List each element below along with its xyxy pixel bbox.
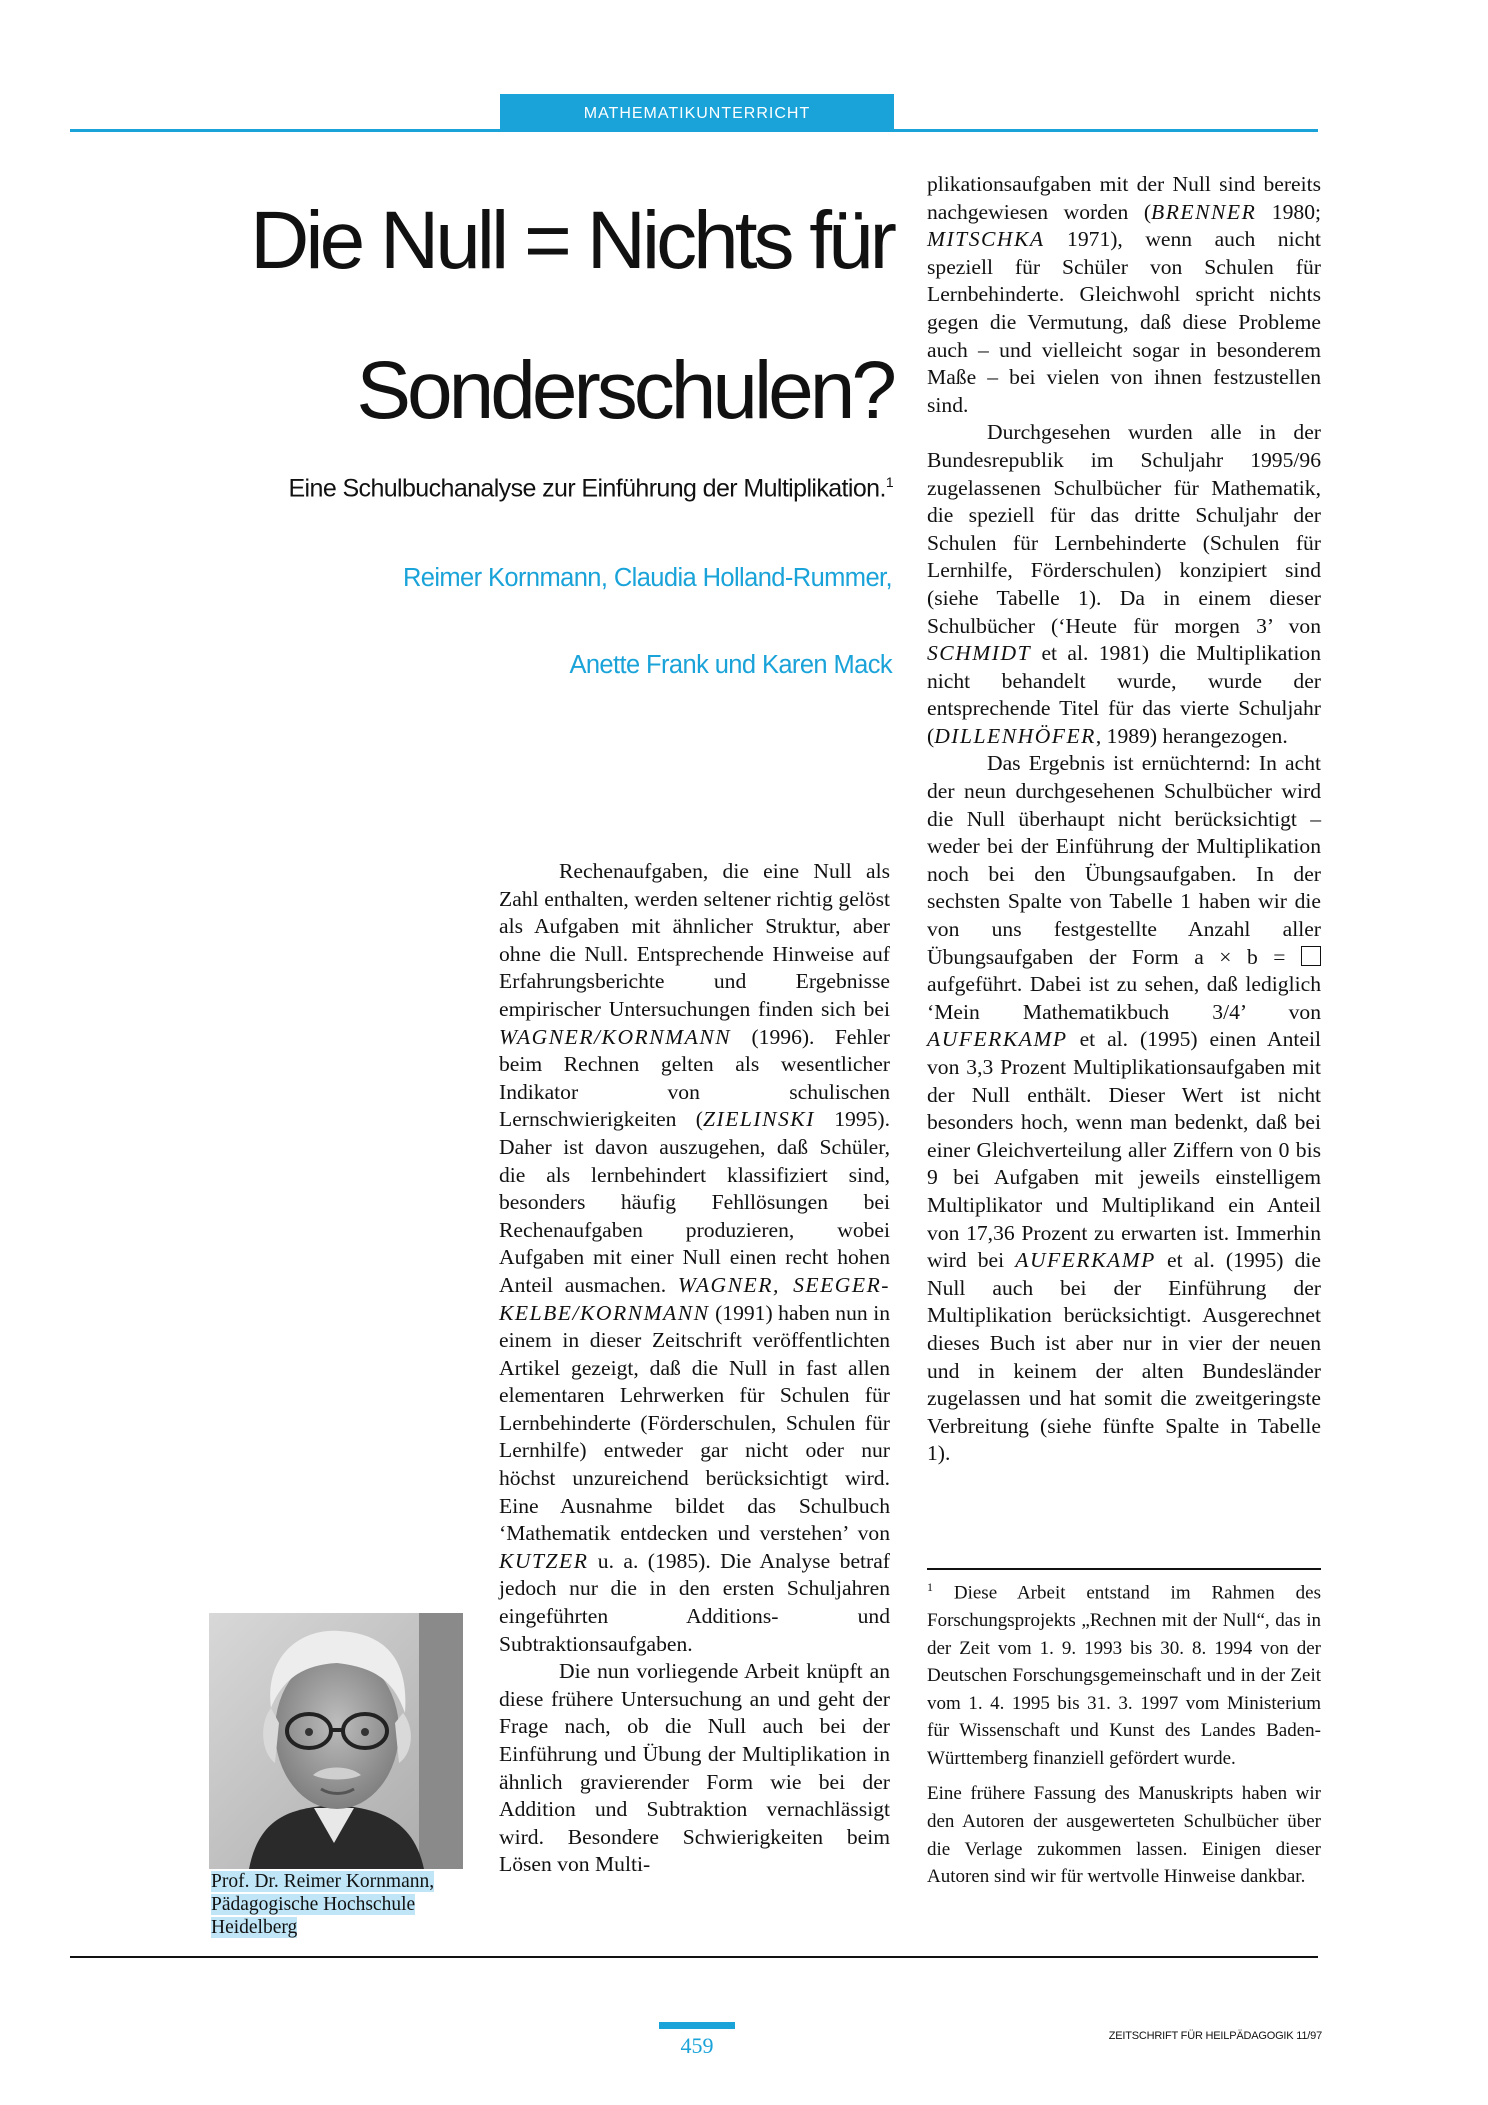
citation-name: BRENNER (1151, 199, 1257, 224)
caption-line: Prof. Dr. Reimer Kornmann, (211, 1871, 435, 1892)
citation-name: ZIELINSKI (703, 1107, 815, 1132)
article-title-line-2: Sonderschulen? (356, 345, 893, 436)
text-run: (1996). Fehler beim Rechnen gelten als wesentlicher Indikator von schulischen Lernschwierigkeiten ( (499, 1024, 890, 1132)
header-rule (70, 129, 1318, 132)
citation-name: SCHMIDT (927, 641, 1032, 666)
text-run: 1971), wenn auch nicht speziell für Schüler von Schulen für Lernbehinderte. Gleichwohl spricht nichts gegen die Vermutung, daß diese Probleme auch – und vielleicht sogar in besonderem Maße – bei vielen von ihnen festzustellen sind. (927, 227, 1321, 417)
citation-name: AUFERKAMP (927, 1027, 1068, 1052)
text-run: (1991) haben nun in einem in dieser Zeitschrift veröffentlichten Artikel gezeigt, daß die Null in fast allen elementaren Lehrwerken für Schulen für Lernbehinderte (Förderschulen, Schulen für Lernhilfe) entweder gar nicht oder nur höchst unzureichend berücksichtigt wird. Eine Ausnahme bildet das Schulbuch ‘Mathematik entdecken und verstehen’ von (499, 1300, 890, 1546)
citation-name: AUFERKAMP (1015, 1248, 1156, 1273)
citation-name: WAGNER/KORNMANN (499, 1024, 732, 1049)
citation-name: DILLENHÖFER (934, 723, 1096, 748)
paragraph-continuation (927, 171, 1321, 419)
authors-line-2: Anette Frank und Karen Mack (569, 651, 892, 679)
text-run: et al. 1981) die Multiplikation nicht behandelt wurde, wurde der entsprechende Titel für das vierte Schuljahr ( (927, 641, 1321, 748)
citation-name: MITSCHKA (927, 227, 1045, 252)
footnote-rule (927, 1568, 1321, 1570)
body-column-right (927, 171, 1321, 1468)
caption-line: Pädagogische Hochschule (211, 1894, 416, 1915)
empty-box-symbol (1301, 946, 1321, 966)
paragraph-method (927, 419, 1321, 750)
footnote-2: Eine frühere Fassung des Manuskripts haben wir den Autoren der ausgewerteten Schulbücher über die Verlage zukommen lassen. Einigen dieser Autoren sind wir für wertvolle Hinweise dankbar. (927, 1783, 1321, 1888)
paragraph-result (927, 750, 1321, 1467)
page-number-bar (659, 2022, 735, 2029)
citation-name: WAGNER, SEEGER-KELBE/KORNMANN (499, 1272, 890, 1325)
authors-line-1: Reimer Kornmann, Claudia Holland-Rummer, (402, 564, 892, 592)
text-run: et al. (1995) die Null auch bei der Einführung der Multiplikation berücksichtigt. Ausgerechnet dieses Buch ist aber nur in vier der neuen und in keinem der alten Bundesländer zugelassen und hat somit die zweitgeringste Verbreitung (siehe fünfte Spalte in Tabelle 1). (927, 1248, 1321, 1466)
photo-caption (211, 1870, 463, 1939)
text-run: 1980; (1256, 199, 1321, 224)
paragraph-question: Die nun vorliegende Arbeit knüpft an diese frühere Untersuchung an und geht der Frage nach, ob die Null auch bei der Einführung und Übung der Multiplikation in ähnlich gravierender Form wie bei der Addition und Subtraktion vernachlässigt wird. Besondere Schwierigkeiten beim Lösen von Multi- (499, 1659, 890, 1877)
body-column-middle (499, 858, 890, 1879)
footer-rule (70, 1956, 1318, 1958)
caption-line: Heidelberg (211, 1917, 298, 1938)
author-portrait-image (209, 1613, 463, 1869)
journal-name: ZEITSCHRIFT FÜR HEILPÄDAGOGIK 11/97 (1108, 2030, 1322, 2042)
text-run: , 1989) herangezogen. (1095, 723, 1288, 748)
paragraph-intro (499, 858, 890, 1658)
text-run: Das Ergebnis ist ernüchternd: In acht der neun durchgesehenen Schulbücher wird die Null überhaupt nicht berücksichtigt – weder bei der Einführung der Multiplikation noch bei den Übungsaufgaben. In der sechsten Spalte von Tabelle 1 haben wir die von uns festgestellte Anzahl aller Übungsaufgaben der Form a × b = (927, 751, 1321, 969)
footnote-1 (927, 1574, 1321, 1772)
article-title-line-1: Die Null = Nichts für (250, 195, 893, 286)
text-run: Durchgesehen wurden alle in der Bundesrepublik im Schuljahr 1995/96 zugelassenen Schulbücher für Mathematik, die speziell für das dritte Schuljahr der Schulen für Lernbehinderte (Schulen für Lernhilfe, Förderschulen) konzipiert sind (siehe Tabelle 1). Da in einem dieser Schulbücher (‘Heute für morgen 3’ von (927, 420, 1321, 638)
text-run: u. a. (1985). Die Analyse betraf jedoch nur die in den ersten Schuljahren eingeführten Additions- und Subtraktionsaufgaben. (499, 1548, 890, 1656)
subtitle-footnote-mark: 1 (885, 474, 893, 490)
text-run: plikationsaufgaben mit der Null sind bereits nachgewiesen worden ( (927, 172, 1321, 224)
article-subtitle (288, 474, 893, 503)
text-run: et al. (1995) einen Anteil von 3,3 Prozent Multiplikationsaufgaben mit der Null enthält. Dieser Wert ist nicht besonders hoch, wenn man bedenkt, daß bei einer Gleichverteilung aller Ziffern von 0 bis 9 bei Aufgaben mit jeweils einstelligem Multiplikator und Multiplikand ein Anteil von 17,36 Prozent zu erwarten ist. Immerhin wird bei (927, 1027, 1321, 1273)
footnote-text: Diese Arbeit entstand im Rahmen des Forschungsprojekts „Rechnen mit der Null“, das in der Zeit vom 1. 9. 1993 bis 30. 8. 1994 von der Deutschen Forschungsgemeinschaft und in der Zeit vom 1. 4. 1995 bis 31. 3. 1997 vom Ministerium für Wissenschaft und Kunst des Landes Baden-Württemberg finanziell gefördert wurde. (927, 1582, 1321, 1769)
section-tab: MATHEMATIKUNTERRICHT (500, 94, 894, 131)
author-photo (209, 1613, 463, 1869)
footnote-mark: 1 (927, 1580, 933, 1594)
text-run: 1995). Daher ist davon auszugehen, daß Schüler, die als lernbehindert klassifiziert sind, besonders häufig Fehllösungen bei Rechenaufgaben produzieren, wobei Aufgaben mit einer Null einen recht hohen Anteil ausmachen. (499, 1107, 890, 1297)
citation-name: KUTZER (499, 1548, 589, 1573)
subtitle-text: Eine Schulbuchanalyse zur Einführung der Multiplikation. (288, 474, 886, 503)
text-run: aufgeführt. Dabei ist zu sehen, daß lediglich ‘Mein Mathematikbuch 3/4’ von (927, 972, 1321, 1024)
text-run: Rechenaufgaben, die eine Null als Zahl enthalten, werden seltener richtig gelöst als Aufgaben mit ähnlicher Struktur, aber ohne die Null. Entsprechende Hinweise auf Erfahrungsberichte und Ergebnisse empirischer Untersuchungen finden sich bei (499, 859, 890, 1021)
page-number: 459 (680, 2033, 714, 2058)
footnotes (927, 1574, 1321, 1899)
